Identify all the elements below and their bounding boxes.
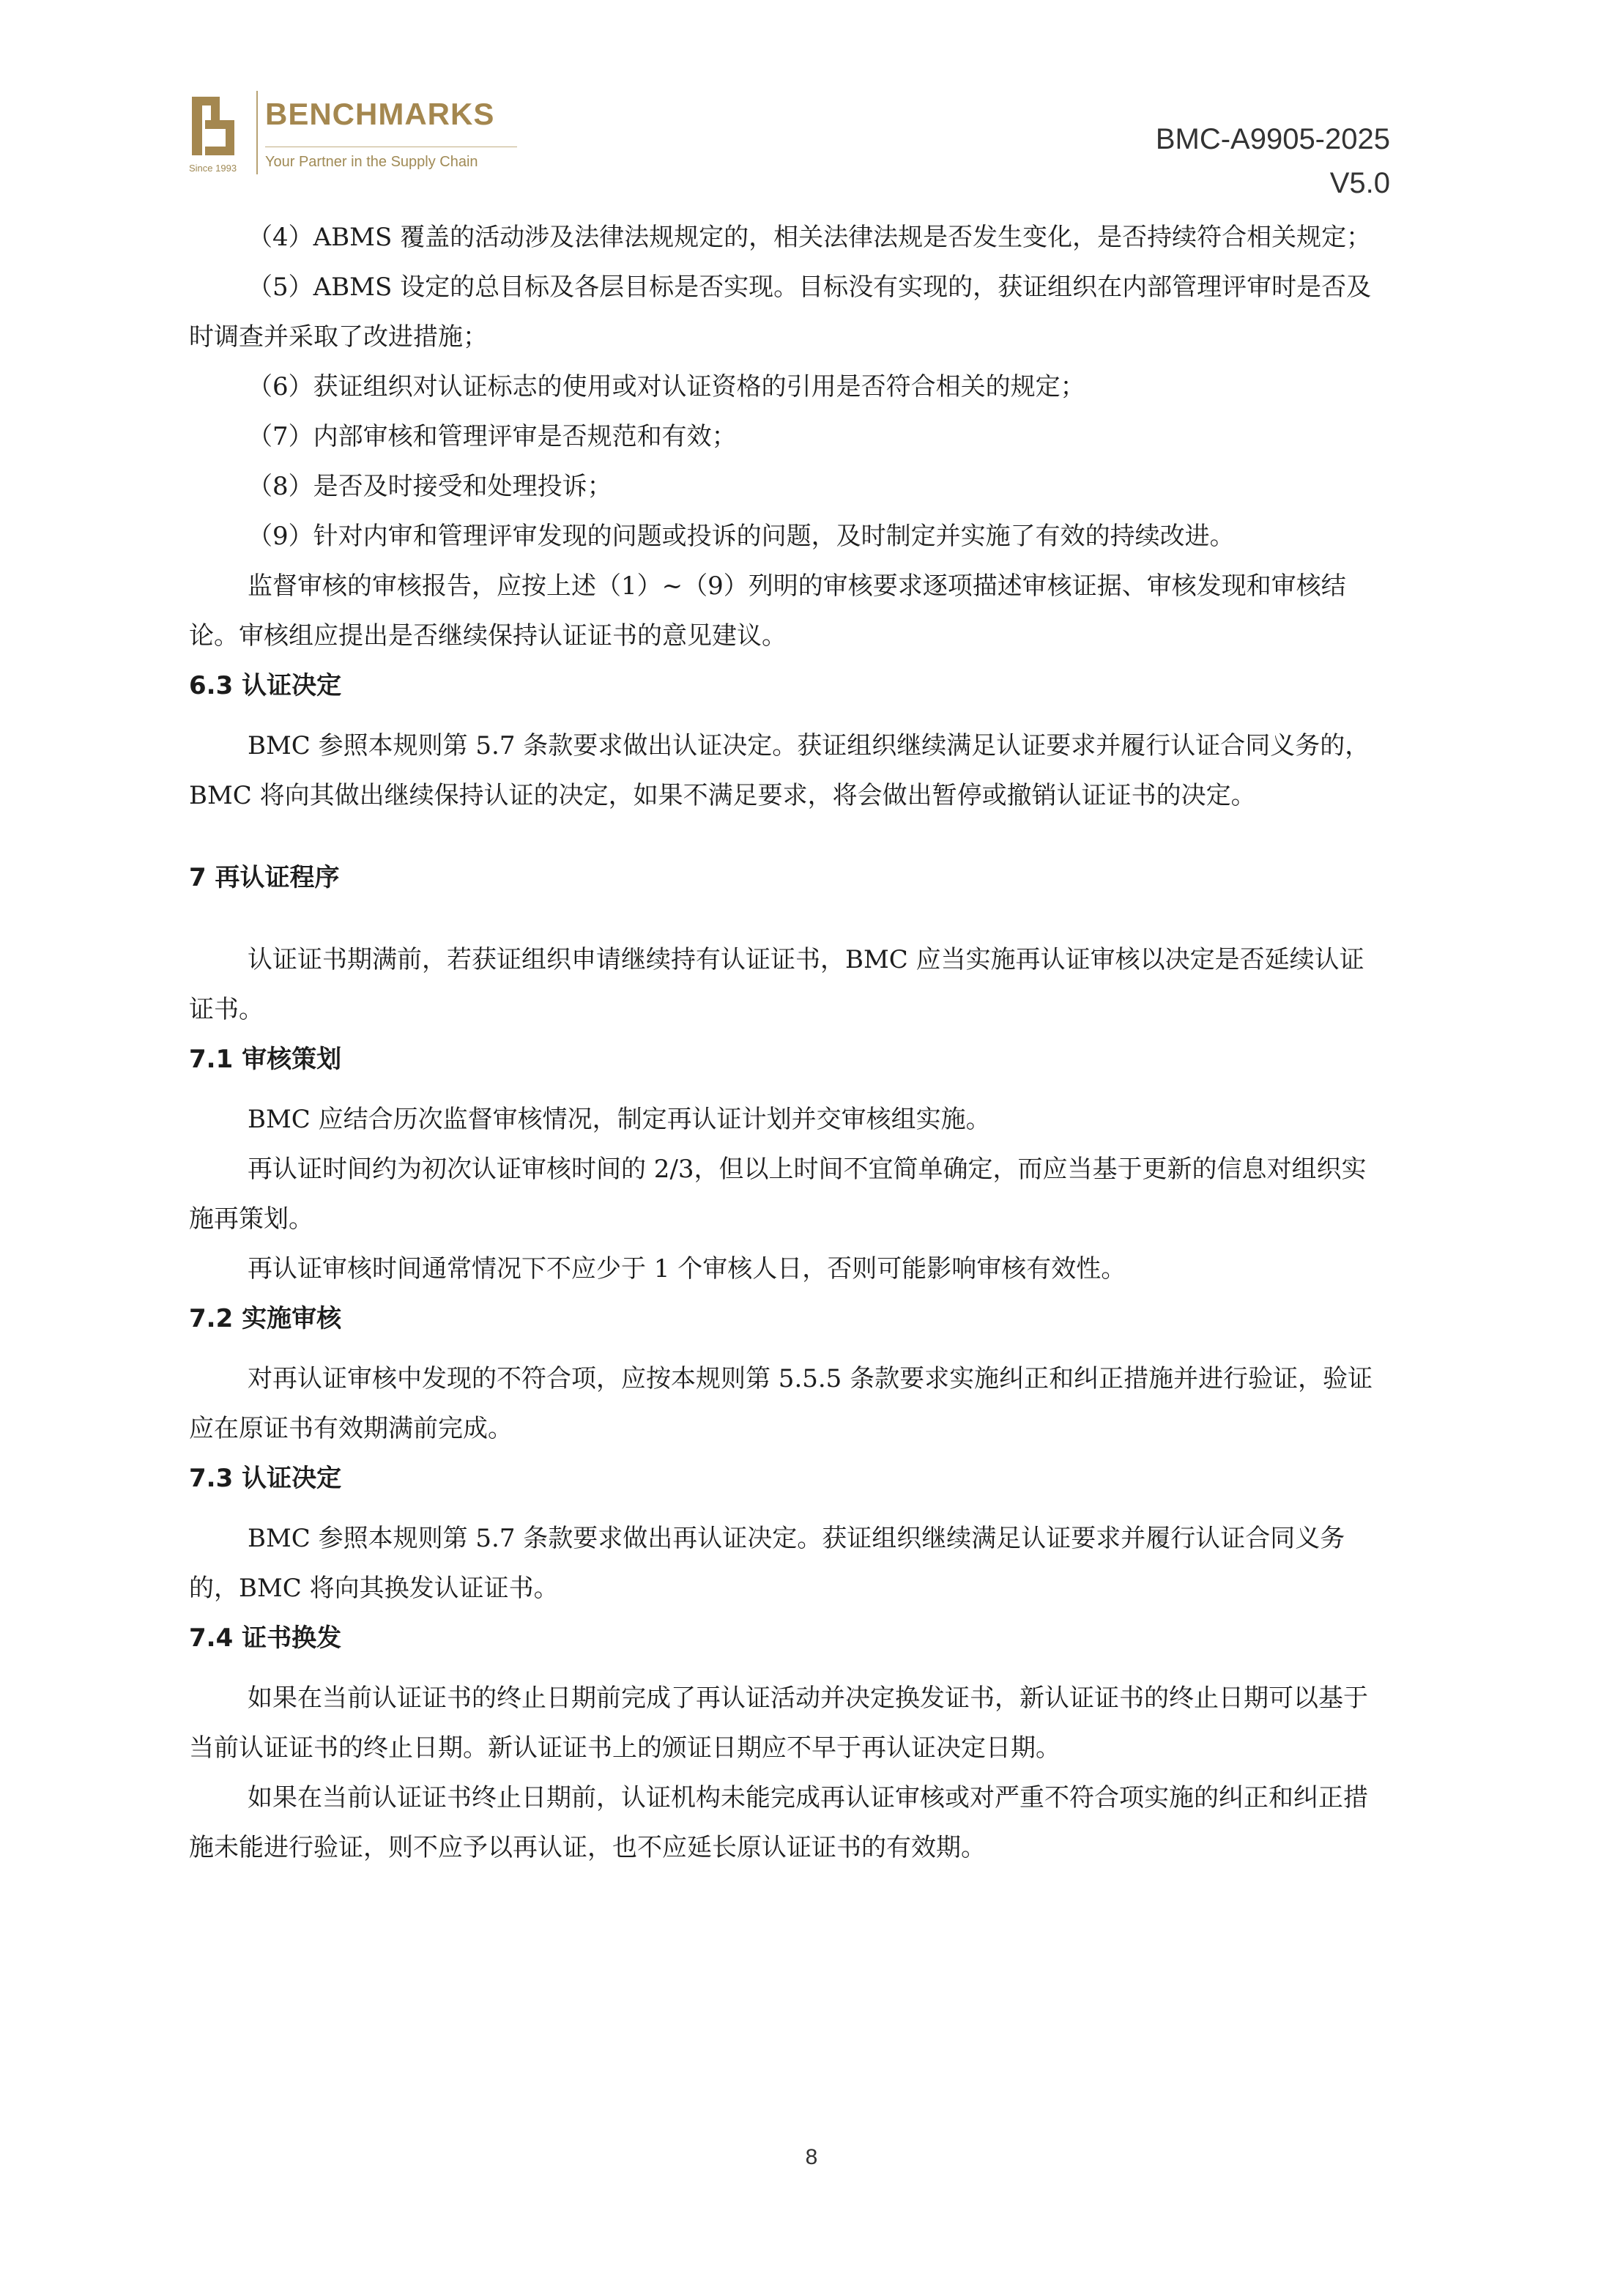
brand-name: BENCHMARKS xyxy=(265,97,495,131)
page-content xyxy=(189,212,1383,1873)
paragraph-recert-time: 再认证时间约为初次认证审核时间的 2/3，但以上时间不宜简单确定，而应当基于更新的信息对组织实施再策划。 xyxy=(189,1155,1367,1234)
page-header xyxy=(189,86,1390,211)
page-number: 8 xyxy=(805,2145,818,2169)
paragraph-audit-report: 监督审核的审核报告，应按上述（1）~（9）列明的审核要求逐项描述审核证据、审核发现和审核结论。审核组应提出是否继续保持认证证书的意见建议。 xyxy=(189,571,1346,651)
paragraph-item-4: （4）ABMS 覆盖的活动涉及法律法规规定的，相关法律法规是否发生变化，是否持续符合相关规定； xyxy=(248,223,1372,252)
paragraph-recert-minimum: 再认证审核时间通常情况下不应少于 1 个审核人日，否则可能影响审核有效性。 xyxy=(248,1254,1126,1284)
heading-6-3: 6.3 认证决定 xyxy=(189,671,342,700)
paragraph-item-5: （5）ABMS 设定的总目标及各层目标是否实现。目标没有实现的，获证组织在内部管理评审时是否及时调查并采取了改进措施； xyxy=(189,273,1372,352)
paragraph-certificate-renewal: 如果在当前认证证书的终止日期前完成了再认证活动并决定换发证书，新认证证书的终止日期可以基于当前认证证书的终止日期。新认证证书上的颁证日期应不早于再认证决定日期。 xyxy=(189,1684,1368,1763)
heading-7-2: 7.2 实施审核 xyxy=(189,1304,342,1333)
paragraph-certification-decision: BMC 参照本规则第 5.7 条款要求做出认证决定。获证组织继续满足认证要求并履行认证合同义务的，BMC 将向其做出继续保持认证的决定，如果不满足要求，将会做出暂停或撤销认证证书的决定。 xyxy=(189,731,1370,810)
heading-7-3: 7.3 认证决定 xyxy=(189,1464,342,1493)
paragraph-certificate-expiry: 如果在当前认证证书终止日期前，认证机构未能完成再认证审核或对严重不符合项实施的纠正和纠正措施未能进行验证，则不应予以再认证，也不应延长原认证证书的有效期。 xyxy=(189,1783,1368,1862)
brand-tagline: Your Partner in the Supply Chain xyxy=(265,154,478,170)
paragraph-recert-decision: BMC 参照本规则第 5.7 条款要求做出再认证决定。获证组织继续满足认证要求并履行认证合同义务的，BMC 将向其换发认证证书。 xyxy=(189,1524,1345,1603)
paragraph-item-9: （9）针对内审和管理评审发现的问题或投诉的问题，及时制定并实施了有效的持续改进。 xyxy=(248,522,1235,551)
benchmarks-logo-icon xyxy=(189,94,240,161)
document-code: BMC-A9905-2025 xyxy=(1155,123,1390,155)
paragraph-audit-plan: BMC 应结合历次监督审核情况，制定再认证计划并交审核组实施。 xyxy=(248,1105,991,1134)
paragraph-recertification-intro: 认证证书期满前，若获证组织申请继续持有认证证书，BMC 应当实施再认证审核以决定是否延续认证证书。 xyxy=(189,945,1364,1024)
paragraph-nonconformity: 对再认证审核中发现的不符合项，应按本规则第 5.5.5 条款要求实施纠正和纠正措施并进行验证，验证应在原证书有效期满前完成。 xyxy=(189,1364,1373,1443)
company-logo xyxy=(189,86,526,182)
logo-divider xyxy=(256,91,258,174)
paragraph-item-8: （8）是否及时接受和处理投诉； xyxy=(248,472,612,501)
paragraph-item-7: （7）内部审核和管理评审是否规范和有效； xyxy=(248,422,737,451)
since-year: Since 1993 xyxy=(189,163,237,174)
document-code-block xyxy=(1156,117,1390,205)
document-version: V5.0 xyxy=(1329,167,1390,199)
heading-7-1: 7.1 审核策划 xyxy=(189,1045,342,1074)
heading-7: 7 再认证程序 xyxy=(189,863,340,892)
heading-7-4: 7.4 证书换发 xyxy=(189,1623,342,1653)
paragraph-item-6: （6）获证组织对认证标志的使用或对认证资格的引用是否符合相关的规定； xyxy=(248,372,1085,401)
